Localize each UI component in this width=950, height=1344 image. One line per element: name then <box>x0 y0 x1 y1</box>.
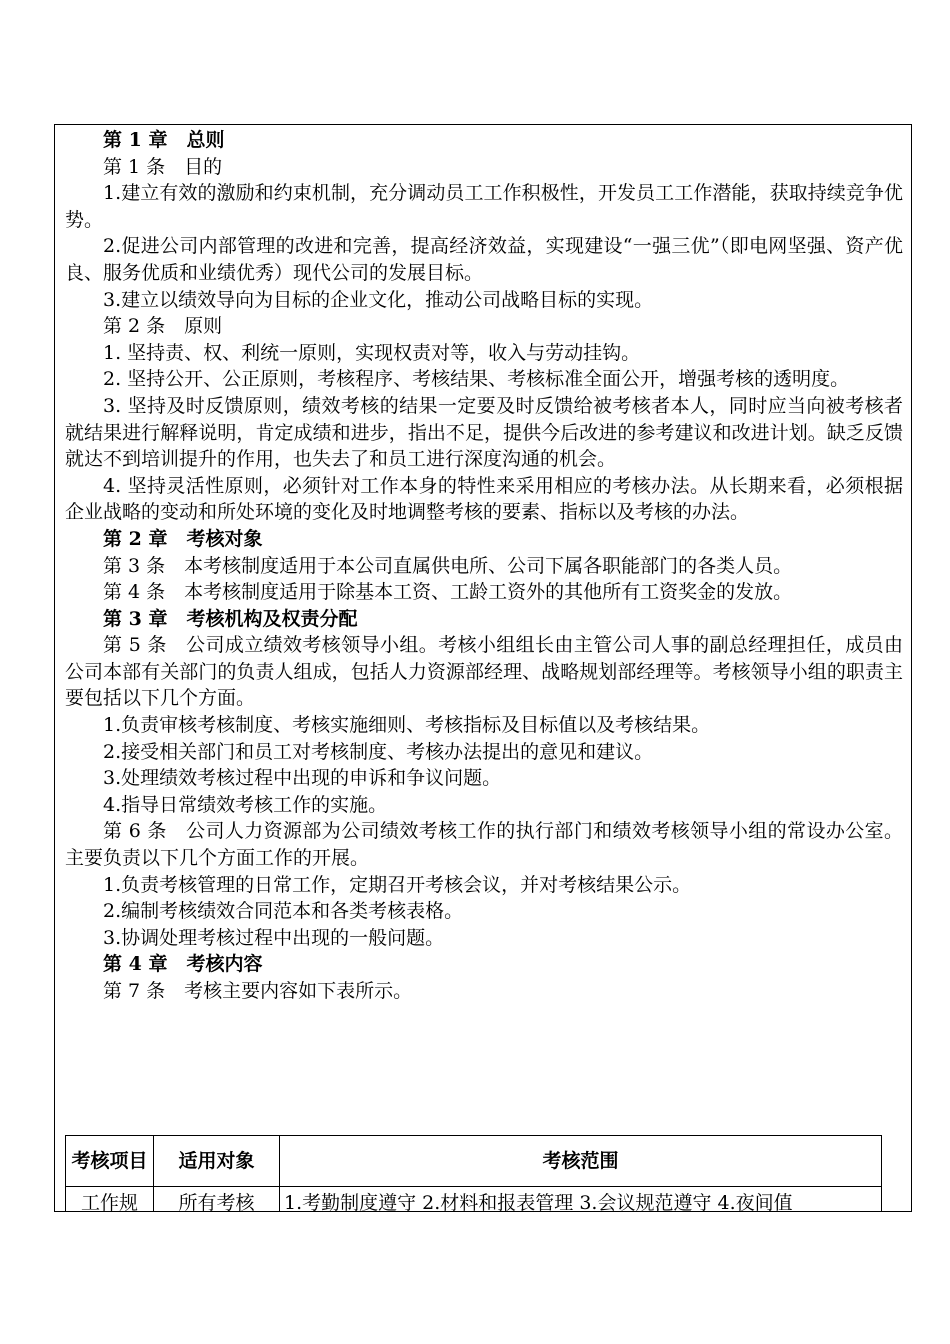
paragraph-text: 1.负责考核管理的日常工作，定期召开考核会议，并对考核结果公示。 <box>103 873 692 896</box>
article-label: 第 5 条 <box>103 634 167 657</box>
article-label: 第 1 条 <box>103 155 166 178</box>
body-paragraph <box>65 340 903 367</box>
paragraph-text: 考核对象 <box>186 527 263 550</box>
article-label: 第 6 条 <box>103 820 167 843</box>
body-paragraph <box>65 712 903 739</box>
table-row <box>66 1187 882 1213</box>
article-label: 第 3 条 <box>103 554 166 577</box>
chapter-heading <box>65 127 903 154</box>
paragraph-text: 3.建立以绩效导向为目标的企业文化，推动公司战略目标的实现。 <box>103 288 654 311</box>
paragraph-text: 2. 坚持公开、公正原则，考核程序、考核结果、考核标准全面公开，增强考核的透明度。 <box>103 368 850 391</box>
paragraph-text: 考核主要内容如下表所示。 <box>184 980 413 1002</box>
article-label: 第 2 条 <box>103 315 166 338</box>
body-paragraph <box>65 765 903 792</box>
col-header-target: 适用对象 <box>154 1136 280 1187</box>
body-paragraph <box>65 393 903 473</box>
cell-scope: 1.考勤制度遵守 2.材料和报表管理 3.会议规范遵守 4.夜间值 <box>280 1187 882 1213</box>
body-paragraph <box>65 872 903 899</box>
paragraph-text: 目的 <box>184 155 223 178</box>
paragraph-text: 3.处理绩效考核过程中出现的申诉和争议问题。 <box>103 767 502 790</box>
chapter-label: 第 1 章 <box>103 129 168 151</box>
chapter-label: 第 2 章 <box>103 527 168 550</box>
cell-item: 工作规 <box>66 1187 154 1213</box>
body-paragraph <box>65 739 903 766</box>
document-frame <box>54 124 912 1212</box>
paragraph-text: 3.协调处理考核过程中出现的一般问题。 <box>103 926 445 949</box>
paragraph-text: 1. 坚持责、权、利统一原则，实现权责对等，收入与劳动挂钩。 <box>103 341 641 364</box>
body-paragraph <box>65 233 903 286</box>
col-header-item: 考核项目 <box>66 1136 154 1187</box>
assessment-table <box>65 1135 882 1212</box>
paragraph-text: 公司成立绩效考核领导小组。考核小组组长由主管公司人事的副总经理担任，成员由公司本部有关部门的负责人组成，包括人力资源部经理、战略规划部经理等。考核领导小组的职责主要包括以下几个方面。 <box>65 634 903 710</box>
paragraph-text: 4. 坚持灵活性原则，必须针对工作本身的特性来采用相应的考核办法。从长期来看，必须根据企业战略的变动和所处环境的变化及时地调整考核的要素、指标以及考核的办法。 <box>65 474 903 524</box>
article-paragraph <box>65 579 903 606</box>
paragraph-text: 2.编制考核绩效合同范本和各类考核表格。 <box>103 900 464 923</box>
body-paragraph <box>65 473 903 526</box>
chapter-heading <box>65 526 903 553</box>
paragraph-text: 本考核制度适用于本公司直属供电所、公司下属各职能部门的各类人员。 <box>184 554 793 577</box>
paragraph-text: 2.促进公司内部管理的改进和完善，提高经济效益，实现建设“一强三优”（即电网坚强、资产优良、服务优质和业绩优秀）现代公司的发展目标。 <box>65 235 903 284</box>
paragraph-text: 考核内容 <box>186 953 263 976</box>
chapter-label: 第 4 章 <box>103 953 168 976</box>
paragraph-text: 1.建立有效的激励和约束机制，充分调动员工工作积极性，开发员工工作潜能，获取持续竞争优势。 <box>65 182 903 231</box>
paragraph-text: 4.指导日常绩效考核工作的实施。 <box>103 793 388 816</box>
article-paragraph <box>65 313 903 340</box>
document-body <box>65 127 903 1005</box>
paragraph-text: 考核机构及权责分配 <box>186 607 358 630</box>
col-header-scope: 考核范围 <box>280 1136 882 1187</box>
article-paragraph <box>65 553 903 580</box>
chapter-label: 第 3 章 <box>103 607 168 630</box>
article-paragraph <box>65 818 903 871</box>
body-paragraph <box>65 898 903 925</box>
paragraph-text: 本考核制度适用于除基本工资、工龄工资外的其他所有工资奖金的发放。 <box>184 581 793 604</box>
paragraph-text: 原则 <box>184 315 223 338</box>
body-paragraph <box>65 180 903 233</box>
article-label: 第 7 条 <box>103 980 166 1002</box>
body-paragraph <box>65 366 903 393</box>
chapter-heading <box>65 951 903 978</box>
article-paragraph <box>65 154 903 181</box>
article-paragraph <box>65 632 903 712</box>
cell-target: 所有考核 <box>154 1187 280 1213</box>
paragraph-text: 2.接受相关部门和员工对考核制度、考核办法提出的意见和建议。 <box>103 740 654 763</box>
paragraph-text: 1.负责审核考核制度、考核实施细则、考核指标及目标值以及考核结果。 <box>103 714 711 737</box>
table-header-row <box>66 1136 882 1187</box>
article-paragraph <box>65 978 903 1005</box>
paragraph-text: 3. 坚持及时反馈原则，绩效考核的结果一定要及时反馈给被考核者本人，同时应当向被考核者就结果进行解释说明，肯定成绩和进步，指出不足，提供今后改进的参考建议和改进计划。缺乏反馈就达不到培训提升的作用，也失去了和员工进行深度沟通的机会。 <box>65 394 903 471</box>
body-paragraph <box>65 287 903 314</box>
paragraph-text: 公司人力资源部为公司绩效考核工作的执行部门和绩效考核领导小组的常设办公室。主要负责以下几个方面工作的开展。 <box>65 820 903 870</box>
body-paragraph <box>65 925 903 952</box>
body-paragraph <box>65 792 903 819</box>
article-label: 第 4 条 <box>103 581 166 604</box>
paragraph-text: 总则 <box>186 129 225 151</box>
chapter-heading <box>65 606 903 633</box>
